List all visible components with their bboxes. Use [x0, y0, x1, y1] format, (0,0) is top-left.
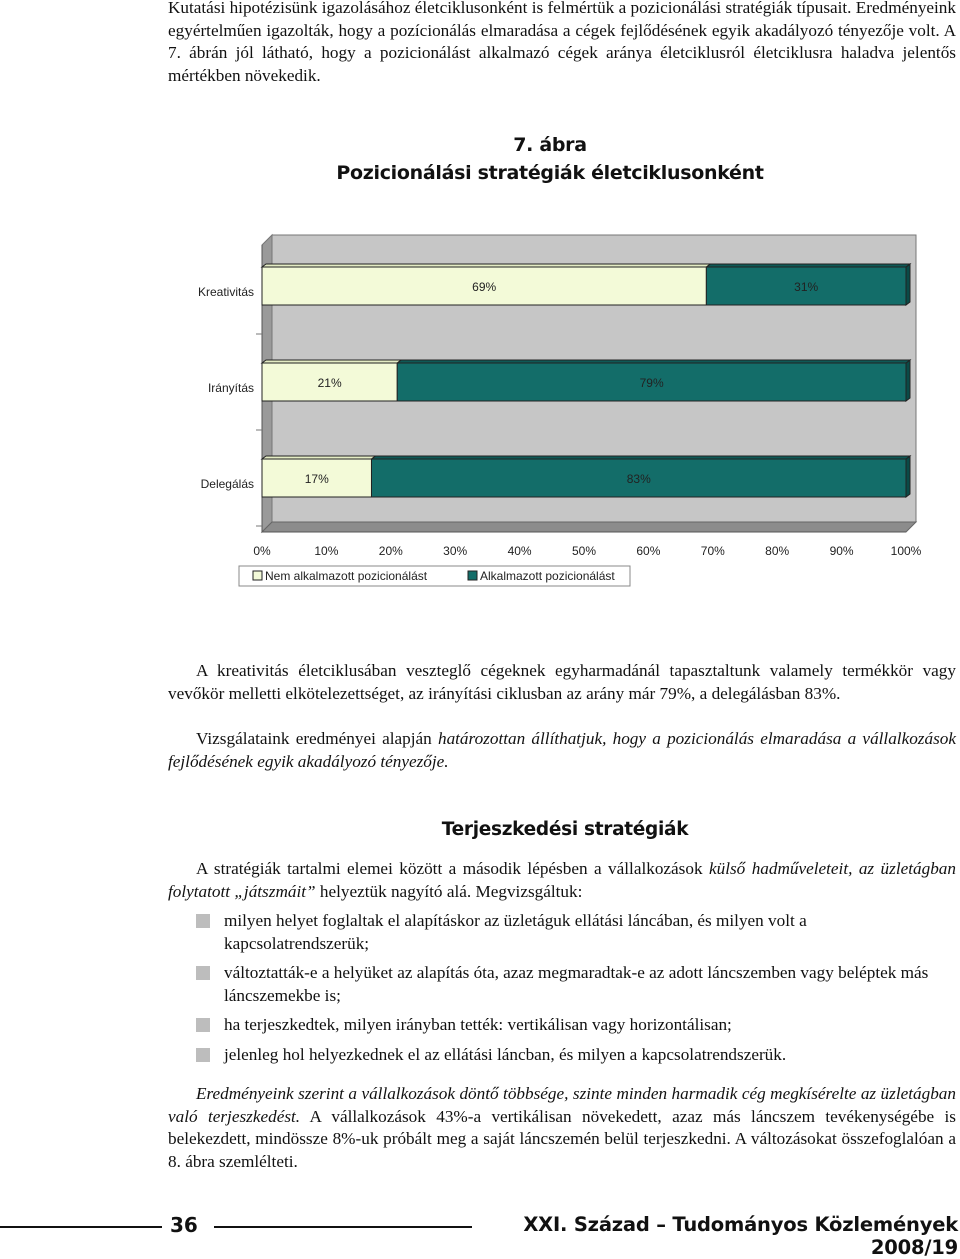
- square-bullet-icon: [196, 1048, 210, 1062]
- legend-swatch: [253, 571, 262, 580]
- x-tick-label: 30%: [443, 544, 468, 558]
- x-tick-label: 80%: [765, 544, 790, 558]
- section-paragraph-1-a: A stratégiák tartalmi elemei között a második lépésben a vállalkozások: [196, 859, 709, 878]
- x-tick-label: 60%: [636, 544, 661, 558]
- section-paragraph-1-b: helyeztük nagyító alá. Megvizsgáltuk:: [315, 881, 583, 901]
- x-tick-label: 70%: [700, 544, 725, 558]
- figure-number: 7. ábra: [513, 134, 587, 156]
- body-paragraph-2-emphasis: határozottan állíthatjuk, hogy a pozicionálás elmaradása a vállalkozások fejlődésének egyik akadályozó tényezője.: [168, 729, 956, 771]
- bullet-item: [196, 1044, 936, 1067]
- stacked-bar-chart: [0, 0, 960, 600]
- page-number: 36: [170, 1213, 198, 1237]
- bullet-item: [196, 1014, 936, 1037]
- bullet-text: milyen helyet foglaltak el alapításkor az üzletáguk ellátási láncában, és milyen volt a kapcsolatrendszerük;: [224, 911, 807, 953]
- section-paragraph-2: [168, 1083, 956, 1173]
- section-paragraph-2-text: A vállalkozások 43%-a vertikálisan növekedett, azaz más láncszem tevékenységébe is belekezdett, mindössze 8%-uk próbált meg a saját láncszemén belül terjeszkedni. A változásokat összefoglalóan a 8. ábra szemlélteti.: [168, 1106, 956, 1171]
- y-tick-label: Irányítás: [207, 381, 254, 395]
- legend-swatch: [468, 571, 477, 580]
- bar-end-face: [906, 264, 910, 305]
- square-bullet-icon: [196, 1018, 210, 1032]
- x-tick-label: 20%: [378, 544, 403, 558]
- body-paragraph-2-text: Vizsgálataink eredményei alapján: [196, 729, 438, 748]
- data-label: 79%: [639, 376, 664, 390]
- square-bullet-icon: [196, 914, 210, 928]
- data-label: 83%: [626, 472, 651, 486]
- x-tick-label: 90%: [829, 544, 854, 558]
- bullet-text: változtatták-e a helyüket az alapítás óta, azaz megmaradtak-e az adott láncszemben vagy beléptek más láncszemekbe is;: [224, 963, 929, 1005]
- section-paragraph-1: [168, 858, 956, 903]
- x-tick-label: 100%: [890, 544, 922, 558]
- section-paragraph-1-emphasis: külső hadműveleteit, az üzletágban folytatott „játszmáit”: [168, 859, 956, 901]
- plot-floor: [262, 522, 916, 532]
- square-bullet-icon: [196, 966, 210, 980]
- journal-title: XXI. Század – Tudományos Közlemények 2008/19: [523, 1213, 958, 1259]
- bullet-text: ha terjeszkedtek, milyen irányban tették: vertikálisan vagy horizontálisan;: [224, 1015, 732, 1034]
- bullet-item: [196, 962, 936, 1007]
- body-paragraph-1: A kreativitás életciklusában veszteglő cégeknek egyharmadánál tapasztaltunk valamely termékkör vagy vevőkör melletti elkötelezettséget, az irányítási ciklusban az arány már 79%, a delegálásban 83%.: [168, 661, 956, 703]
- y-tick-label: Delegálás: [200, 477, 254, 491]
- intro-paragraph: Kutatási hipotézisünk igazolásához életciklusonként is felmértük a pozicionálási stratégiák típusait. Eredményeink egyértelműen igazolták, hogy a pozícionálás elmaradása a cégek fejlődésének egyik akadályozó tényezője volt. A 7. ábrán jól látható, hogy a pozicionálást alkalmazó cégek aránya életciklusról életciklusra haladva jelentős mértékben növekedik.: [168, 0, 956, 85]
- figure-title: Pozicionálási stratégiák életciklusonként: [336, 162, 764, 184]
- body-paragraph-2: [168, 728, 956, 773]
- data-label: 69%: [472, 280, 497, 294]
- data-label: 31%: [794, 280, 819, 294]
- data-label: 21%: [317, 376, 342, 390]
- data-label: 17%: [304, 472, 329, 486]
- bullet-list: [196, 910, 936, 1073]
- bullet-text: jelenleg hol helyezkednek el az ellátási láncban, és milyen a kapcsolatrendszerük.: [224, 1044, 787, 1064]
- bar-end-face: [906, 360, 910, 401]
- bullet-item: [196, 910, 936, 955]
- bar-end-face: [906, 456, 910, 497]
- legend-label: Nem alkalmazott pozicionálást: [265, 569, 428, 583]
- footer-rule-middle: [214, 1226, 472, 1228]
- x-tick-label: 10%: [314, 544, 339, 558]
- x-tick-label: 0%: [253, 544, 271, 558]
- x-tick-label: 40%: [507, 544, 532, 558]
- legend-label: Alkalmazott pozicionálást: [480, 569, 615, 583]
- section-title: Terjeszkedési stratégiák: [441, 819, 689, 840]
- footer-rule-left: [0, 1226, 162, 1228]
- section-paragraph-2-emphasis: Eredményeink szerint a vállalkozások döntő többsége, szinte minden harmadik cég megkísérelte az üzletágban való terjeszkedést.: [168, 1084, 956, 1126]
- y-tick-label: Kreativitás: [197, 285, 254, 299]
- x-tick-label: 50%: [571, 544, 597, 558]
